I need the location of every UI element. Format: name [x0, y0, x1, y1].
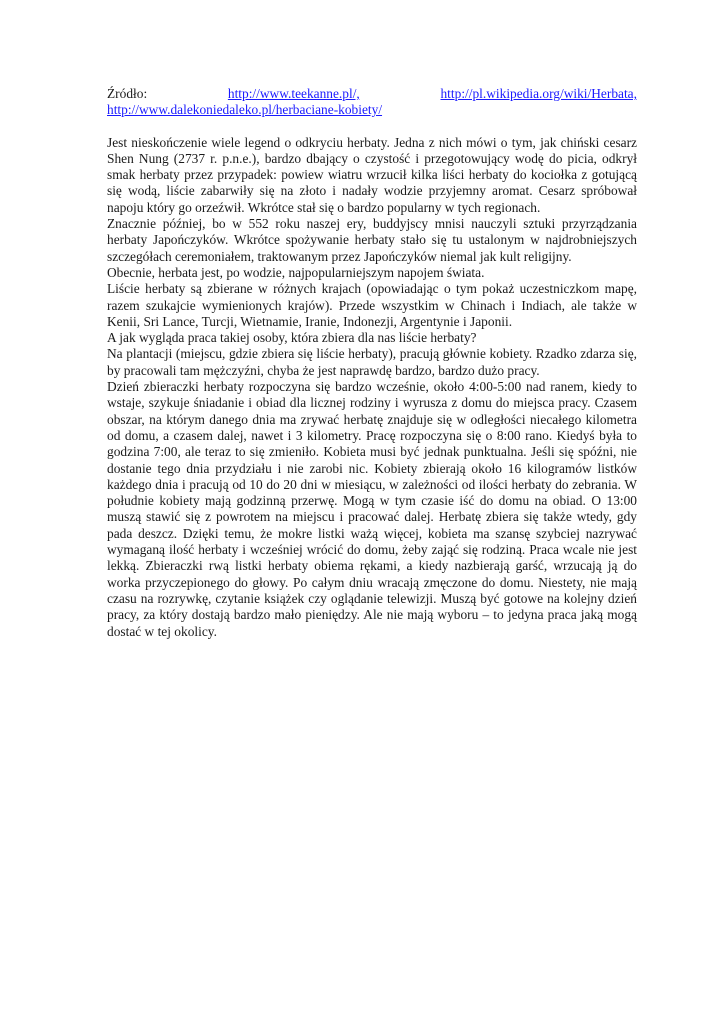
- article-body: [107, 135, 637, 640]
- source-link-dalekoniedaleko[interactable]: http://www.dalekoniedaleko.pl/herbaciane-kobiety/: [107, 102, 383, 118]
- source-link-teekanne[interactable]: http://www.teekanne.pl/,: [227, 86, 360, 101]
- paragraph-plantation: Na plantacji (miejscu, gdzie zbiera się liście herbaty), pracują głównie kobiety. Rzadko zdarza się, by pracowali tam mężczyźni, chyba że jest naprawdę bardzo, bardzo dużo pracy.: [107, 346, 637, 378]
- paragraph-popularity: Obecnie, herbata jest, po wodzie, najpopularniejszym napojem świata.: [107, 264, 485, 280]
- sources-line-2: [107, 102, 637, 118]
- paragraph-workday: Dzień zbieraczki herbaty rozpoczyna się bardzo wcześnie, około 4:00-5:00 nad ranem, kiedy to wstaje, szykuje śniadanie i obiad dla licznej rodziny i wyrusza z domu do miejsca pracy. Czasem obszar, na którym danego dnia ma zrywać herbatę znajduje się w odległości niecałego kilometra od domu, a czasem dalej, nawet i 3 kilometry. Pracę rozpoczyna się o 8:00 rano. Kiedyś była to godzina 7:00, ale teraz to się zmieniło. Kobieta musi być jednak punktualna. Jeśli się spóźni, nie dostanie tego dnia przydziału i nie zarobi nic. Kobiety zbierają około 16 kilogramów listków każdego dnia i pracują od 10 do 20 dni w miesiącu, w zależności od ilości herbaty do zebrania. W południe kobiety mają godzinną przerwę. Mogą w tym czasie iść do domu na obiad. O 13:00 muszą stawić się z powrotem na miejscu i pracować dalej. Herbatę zbiera się także wtedy, gdy pada deszcz. Dzięki temu, że mokre listki ważą więcej, kobieta ma szansę szybciej nazrywać wymaganą ilość herbaty i wcześniej wrócić do domu, żeby zająć się rodziną. Praca wcale nie jest lekką. Zbieraczki rwą listki herbaty obiema rękami, a kiedy nazbierają garść, wrzucają ją do worka przyczepionego do głowy. Po całym dniu wracają zmęczone do domu. Niestety, nie mają czasu na rozrywkę, czytanie książek czy oglądanie telewizji. Muszą być gotowe na kolejny dzień pracy, za który dostają bardzo mało pieniędzy. Ale nie mają wyboru – to jedyna praca jaką mogą dostać w tej okolicy.: [107, 379, 637, 639]
- paragraph-question: A jak wygląda praca takiej osoby, która zbiera dla nas liście herbaty?: [107, 330, 477, 346]
- sources-line: [107, 86, 637, 102]
- paragraph-countries: Liście herbaty są zbierane w różnych krajach (opowiadając o tym pokaż uczestniczkom mapę, razem szukajcie wymienionych krajów). Przede wszystkim w Chinach i Indiach, ale także w Kenii, Sri Lance, Turcji, Wietnamie, Iranie, Indonezji, Argentynie i Japonii.: [107, 281, 637, 329]
- source-link-wikipedia[interactable]: http://pl.wikipedia.org/wiki/Herbata,: [440, 86, 637, 101]
- document-page: [107, 86, 637, 640]
- paragraph-japan: Znacznie później, bo w 552 roku naszej ery, buddyjscy mnisi nauczyli sztuki przyrządzania herbaty Japończyków. Wkrótce spożywanie herbaty stało się tu ustalonym w najdrobniejszych szczegółach ceremoniałem, traktowanym przez Japończyków niemal jak kult religijny.: [107, 216, 637, 264]
- sources-label: Źródło:: [107, 86, 148, 101]
- paragraph-legend: Jest nieskończenie wiele legend o odkryciu herbaty. Jedna z nich mówi o tym, jak chiński cesarz Shen Nung (2737 r. p.n.e.), bardzo dbający o czystość i przegotowujący wodę do picia, odkrył smak herbaty przez przypadek: powiew wiatru wrzucił kilka liści herbaty do kociołka z gotującą się wodą, liście zabarwiły się na złoto i nadały wodzie przyjemny aromat. Cesarz spróbował napoju który go orzeźwił. Wkrótce stał się o bardzo popularny w tych regionach.: [107, 134, 637, 215]
- sources-block: [107, 86, 637, 119]
